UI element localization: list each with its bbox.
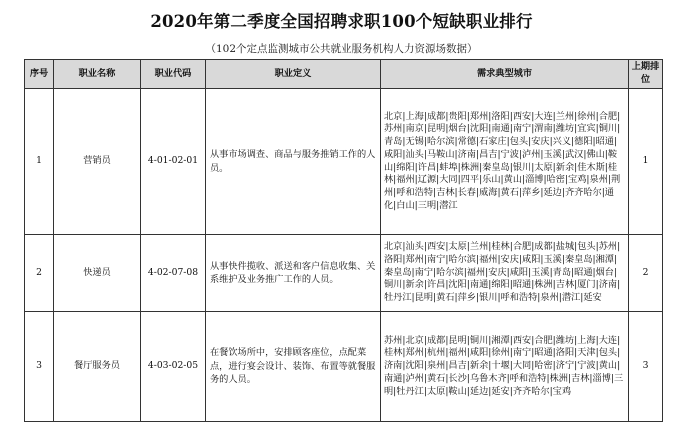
cell-code: 4-02-07-08 bbox=[141, 235, 206, 312]
cell-prev-rank: 2 bbox=[629, 235, 663, 312]
table-row bbox=[25, 235, 663, 312]
table-row bbox=[25, 312, 663, 422]
cell-code: 4-03-02-05 bbox=[141, 312, 206, 422]
header-no: 序号 bbox=[25, 60, 54, 89]
header-code: 职业代码 bbox=[141, 60, 206, 89]
page-title: 2020年第二季度全国招聘求职100个短缺职业排行 bbox=[150, 12, 533, 31]
cell-name: 餐厅服务员 bbox=[54, 312, 141, 422]
cell-name: 快递员 bbox=[54, 235, 141, 312]
cell-no: 1 bbox=[25, 89, 54, 235]
cell-definition: 从事市场调查、商品与服务推销工作的人员。 bbox=[206, 89, 381, 235]
page-subtitle: （102个定点监测城市公共就业服务机构人力资源场数据） bbox=[205, 43, 478, 55]
cell-code: 4-01-02-01 bbox=[141, 89, 206, 235]
cell-prev-rank: 3 bbox=[629, 312, 663, 422]
header-cities: 需求典型城市 bbox=[381, 60, 629, 89]
header-name: 职业名称 bbox=[54, 60, 141, 89]
cell-prev-rank: 1 bbox=[629, 89, 663, 235]
cell-cities: 北京|汕头|西安|太原|兰州|桂林|合肥|成都|盐城|包头|苏州|洛阳|郑州|南宁|哈尔滨|福州|安庆|咸阳|玉溪|秦皇岛|湘潭|秦皇岛|南宁|哈尔滨|福州|安庆|咸阳|玉溪|青岛|昭通|烟台|铜川|新余|许昌|沈阳|南通|绵阳|昭通|株洲|吉林|厦门|济南|牡丹江|昆明|黄石|萍乡|银川|呼和浩特|泉州|潜江|延安 bbox=[381, 235, 629, 312]
cell-cities: 北京|上海|成都|贵阳|郑州|洛阳|西安|大连|兰州|徐州|合肥|苏州|南京|昆明|烟台|沈阳|南通|南宁|渭南|潍坊|宜宾|铜川|青岛|无锡|哈尔滨|常德|石家庄|包头|安庆|兴义|德阳|昭通|咸阳|汕头|马鞍山|济南|昌吉|宁波|泸州|玉溪|武汉|佛山|鞍山|绵阳|许昌|蚌埠|株洲|秦皇岛|银川|太原|新余|佳木斯|桂林|福州|辽源|大同|四平|乐山|黄山|淄博|哈密|宝鸡|泉州|荆州|呼和浩特|吉林|长春|威海|黄石|萍乡|延边|齐齐哈尔|通化|白山|三明|潜江 bbox=[381, 89, 629, 235]
table-row bbox=[25, 89, 663, 235]
cell-no: 2 bbox=[25, 235, 54, 312]
cell-cities: 苏州|北京|成都|昆明|铜川|湘潭|西安|合肥|潍坊|上海|大连|桂林|郑州|杭州|福州|咸阳|徐州|南宁|昭通|洛阳|天津|包头|济南|沈阳|泉州|昌吉|新余|十堰|大同|哈密|济宁|宁波|黄山|南通|泸州|黄石|长沙|乌鲁木齐|呼和浩特|株洲|吉林|淄博|三明|牡丹江|太原|鞍山|延边|延安|齐齐哈尔|宝鸡 bbox=[381, 312, 629, 422]
shortage-occupation-table bbox=[24, 59, 663, 422]
cell-definition: 从事快件揽收、派送和客户信息收集、关系维护及业务推广工作的人员。 bbox=[206, 235, 381, 312]
table-header-row bbox=[25, 60, 663, 89]
cell-no: 3 bbox=[25, 312, 54, 422]
cell-name: 营销员 bbox=[54, 89, 141, 235]
header-definition: 职业定义 bbox=[206, 60, 381, 89]
cell-definition: 在餐饮场所中，安排顾客座位，点配菜点，进行宴会设计、装饰、布置等就餐服务的人员。 bbox=[206, 312, 381, 422]
header-prev-rank: 上期排位 bbox=[629, 60, 663, 89]
